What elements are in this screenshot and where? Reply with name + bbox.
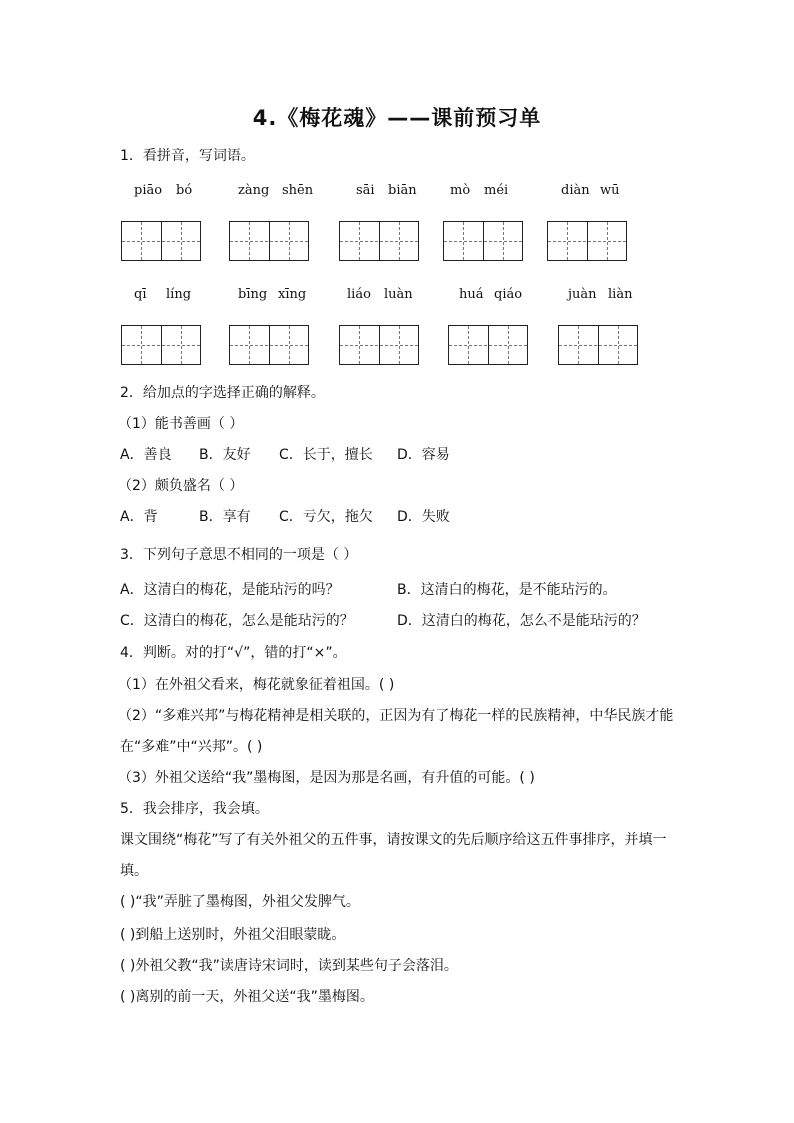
pinyin: bīng [238,287,268,302]
writing-grid[interactable] [448,325,528,365]
q4-item-1: （1）在外祖父看来，梅花就象征着祖国。( ) [118,677,395,693]
writing-grid[interactable] [121,221,201,261]
writing-grid[interactable] [339,325,419,365]
q4-item-2-line-1: （2）“多难兴邦”与梅花精神是相关联的，正因为有了梅花一样的民族精神，中华民族才能 [118,708,674,724]
pinyin: zàng [238,183,270,198]
pinyin: xīng [278,287,307,302]
pinyin: qī [134,287,147,302]
q1-heading: 1．看拼音，写词语。 [120,148,255,164]
pinyin: bó [176,183,193,198]
writing-grid[interactable] [339,221,419,261]
pinyin: mò [450,183,471,198]
page-title: 4.《梅花魂》——课前预习单 [252,106,542,130]
pinyin: wū [600,183,620,198]
q4-item-3: （3）外祖父送给“我”墨梅图，是因为那是名画，有升值的可能。( ) [118,770,535,786]
pinyin: luàn [384,287,413,302]
q5-intro-line-1: 课文围绕“梅花”写了有关外祖父的五件事，请按课文的先后顺序给这五件事排序，并填一 [120,832,667,848]
pinyin: líng [166,287,192,302]
q2-sub1: （1）能书善画（ ） [118,416,244,432]
q2-sub1-option-d: D．容易 [397,447,450,463]
q2-sub1-option-b: B．友好 [199,447,251,463]
pinyin: shēn [282,183,314,198]
q3-option-a: A．这清白的梅花，是能玷污的吗？ [120,582,340,598]
q2-sub1-option-a: A．善良 [120,447,172,463]
writing-grid[interactable] [443,221,523,261]
writing-grid[interactable] [229,221,309,261]
q3-option-c: C．这清白的梅花，怎么是能玷污的？ [120,613,354,629]
q3-heading: 3．下列句子意思不相同的一项是（ ） [120,547,358,563]
q2-sub1-option-c: C．长于，擅长 [279,447,373,463]
q5-intro-line-2: 填。 [120,863,148,879]
pinyin: piāo [134,183,163,198]
pinyin: méi [484,183,509,198]
writing-grid[interactable] [547,221,627,261]
writing-grid[interactable] [558,325,638,365]
q2-sub2: （2）颇负盛名（ ） [118,478,244,494]
q4-heading: 4．判断。对的打“√”，错的打“×”。 [120,645,347,661]
q5-event-2: ( )到船上送别时，外祖父泪眼蒙眬。 [120,927,346,943]
pinyin: sāi [356,183,375,198]
pinyin: qiáo [494,287,523,302]
q3-option-b: B．这清白的梅花，是不能玷污的。 [397,582,617,598]
q5-heading: 5．我会排序，我会填。 [120,801,269,817]
writing-grid[interactable] [121,325,201,365]
pinyin: juàn [568,287,597,302]
q5-event-3: ( )外祖父教“我”读唐诗宋词时，读到某些句子会落泪。 [120,958,458,974]
q2-sub2-option-d: D．失败 [397,509,450,525]
pinyin: liàn [608,287,633,302]
writing-grid[interactable] [229,325,309,365]
q5-event-4: ( )离别的前一天，外祖父送“我”墨梅图。 [120,989,374,1005]
q5-event-1: ( )“我”弄脏了墨梅图，外祖父发脾气。 [120,894,360,910]
pinyin: diàn [561,183,590,198]
pinyin: liáo [347,287,371,302]
q2-sub2-option-c: C．亏欠，拖欠 [279,509,373,525]
q4-item-2-line-2: 在“多难”中“兴邦”。( ) [120,739,263,755]
q2-heading: 2．给加点的字选择正确的解释。 [120,385,325,401]
q3-option-d: D．这清白的梅花，怎么不是能玷污的？ [397,613,646,629]
q2-sub2-option-a: A．背 [120,509,158,525]
pinyin: huá [459,287,484,302]
q2-sub2-option-b: B．享有 [199,509,251,525]
pinyin: biān [388,183,417,198]
